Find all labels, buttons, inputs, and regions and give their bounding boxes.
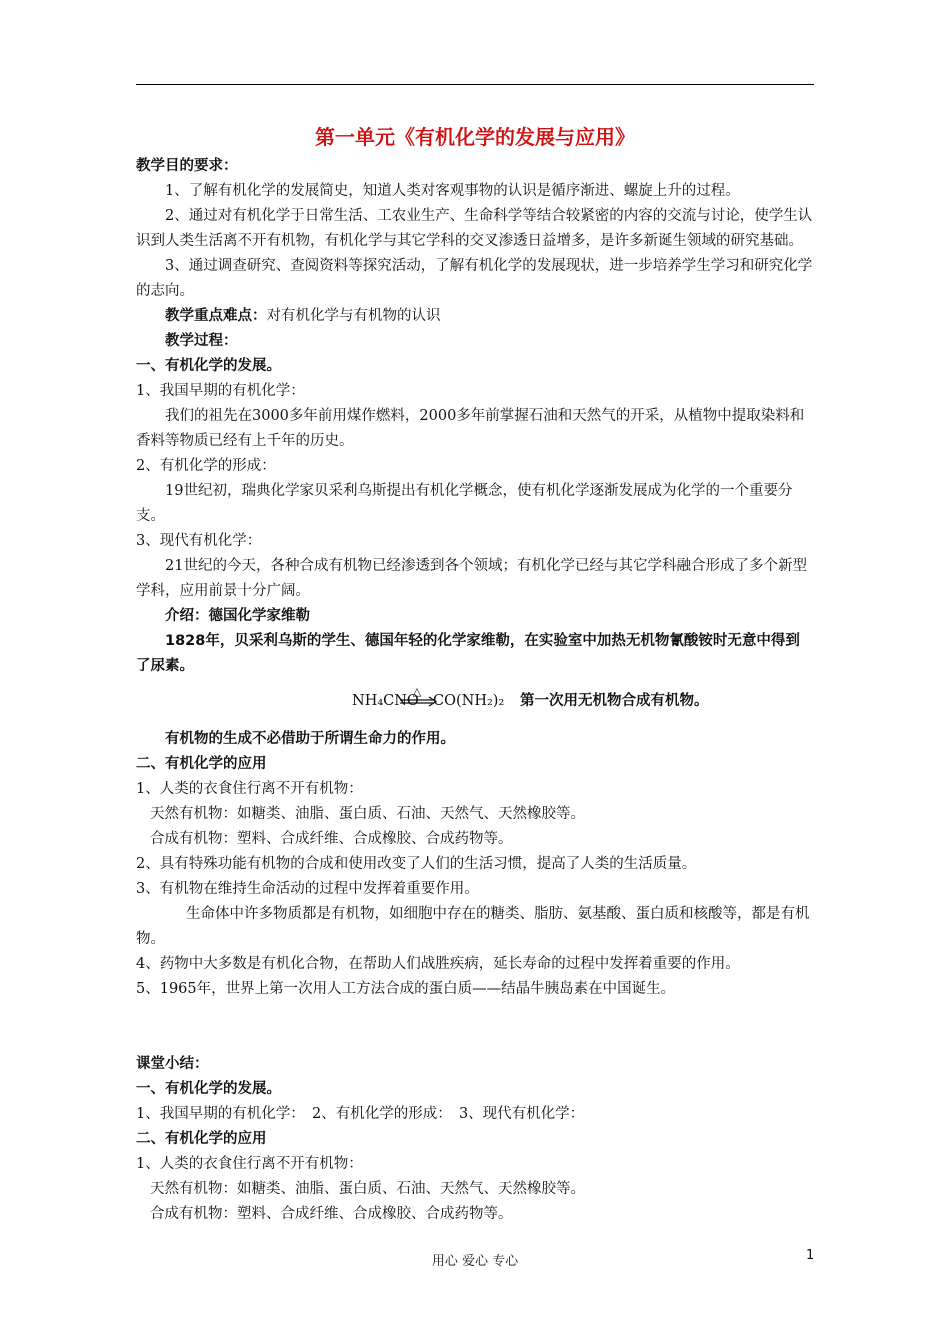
summary-s1-heading: 一、有机化学的发展。 xyxy=(136,1081,281,1097)
section2-heading: 二、有机化学的应用 xyxy=(136,756,267,772)
section2-item3-text: 生命体中许多物质都是有机物，如细胞中存在的糖类、脂肪、氨基酸、蛋白质和核酸等，都是有机物。 xyxy=(136,906,810,947)
page-footer: 用心 爱心 专心 xyxy=(431,1254,519,1269)
formula-reactant: NH₄CNO xyxy=(352,693,419,709)
section1-item1-title: 1、我国早期的有机化学： xyxy=(136,383,305,399)
section2-synthetic: 合成有机物：塑料、合成纤维、合成橡胶、合成药物等。 xyxy=(150,831,513,847)
section1-item1-text: 我们的祖先在3000多年前用煤作燃料，2000多年前掌握石油和天然气的开采，从植物中提取染料和香料等物质已经有上千年的历史。 xyxy=(136,408,805,449)
section1-heading: 一、有机化学的发展。 xyxy=(136,358,281,374)
formula-product: CO(NH₂)₂ xyxy=(433,693,505,709)
equation-arrow xyxy=(398,685,438,709)
objective-item: 2、通过对有机化学于日常生活、工农业生产、生命科学等结合较紧密的内容的交流与讨论，使学生认识到人类生活离不开有机物，有机化学与其它学科的交叉渗透日益增多，是许多新诞生领域的研究基础。 xyxy=(136,208,813,249)
section2-item4: 4、药物中大多数是有机化合物，在帮助人们战胜疾病，延长寿命的过程中发挥着重要的作用。 xyxy=(136,956,740,972)
section1-item2-title: 2、有机化学的形成： xyxy=(136,458,276,474)
section1-item3-text: 21世纪的今天，各种合成有机物已经渗透到各个领域；有机化学已经与其它学科融合形成了多个新型学科，应用前景十分广阔。 xyxy=(136,558,807,599)
page-number: 1 xyxy=(806,1248,815,1263)
intro-label: 介绍：德国化学家维勒 xyxy=(165,608,310,624)
header-rule xyxy=(136,84,814,85)
summary-heading: 课堂小结： xyxy=(136,1056,209,1072)
intro-text: 1828年，贝采利乌斯的学生、德国年轻的化学家维勒，在实验室中加热无机物氰酸铵时无意中得到了尿素。 xyxy=(136,633,800,674)
summary-s2-item1: 1、人类的衣食住行离不开有机物： xyxy=(136,1156,363,1172)
chemical-equation xyxy=(136,681,814,717)
section2-item1: 1、人类的衣食住行离不开有机物： xyxy=(136,781,363,797)
formula-note: 第一次用无机物合成有机物。 xyxy=(520,693,709,709)
objective-item: 1、了解有机化学的发展简史，知道人类对客观事物的认识是循序渐进、螺旋上升的过程。 xyxy=(165,183,740,199)
objectives-heading: 教学目的要求： xyxy=(136,158,238,174)
key-points-text: 对有机化学与有机物的认识 xyxy=(266,308,441,324)
section2-item2: 2、具有特殊功能有机物的合成和使用改变了人们的生活习惯，提高了人类的生活质量。 xyxy=(136,856,697,872)
heat-condition-icon: △ xyxy=(412,685,422,698)
section1-item2-text: 19世纪初，瑞典化学家贝采利乌斯提出有机化学概念，使有机化学逐渐发展成为化学的一个重要分支。 xyxy=(136,483,793,524)
process-heading: 教学过程： xyxy=(165,333,238,349)
summary-s2-heading: 二、有机化学的应用 xyxy=(136,1131,267,1147)
summary-s2-synthetic: 合成有机物：塑料、合成纤维、合成橡胶、合成药物等。 xyxy=(150,1206,513,1222)
key-points-label: 教学重点难点： xyxy=(165,308,267,324)
document-body xyxy=(136,122,814,1227)
section2-item5: 5、1965年，世界上第一次用人工方法合成的蛋白质——结晶牛胰岛素在中国诞生。 xyxy=(136,981,676,997)
summary-s1-items: 1、我国早期的有机化学： 2、有机化学的形成： 3、现代有机化学： xyxy=(136,1106,585,1122)
section2-item3: 3、有机物在维持生命活动的过程中发挥着重要作用。 xyxy=(136,881,479,897)
section2-natural: 天然有机物：如糖类、油脂、蛋白质、石油、天然气、天然橡胶等。 xyxy=(150,806,585,822)
summary-s2-natural: 天然有机物：如糖类、油脂、蛋白质、石油、天然气、天然橡胶等。 xyxy=(150,1181,585,1197)
document-title: 第一单元《有机化学的发展与应用》 xyxy=(315,125,635,149)
section1-item3-title: 3、现代有机化学： xyxy=(136,533,262,549)
objective-item: 3、通过调查研究、查阅资料等探究活动，了解有机化学的发展现状，进一步培养学生学习和研究化学的志向。 xyxy=(136,258,813,299)
key-points xyxy=(136,304,814,329)
section1-conclusion: 有机物的生成不必借助于所谓生命力的作用。 xyxy=(165,731,455,747)
